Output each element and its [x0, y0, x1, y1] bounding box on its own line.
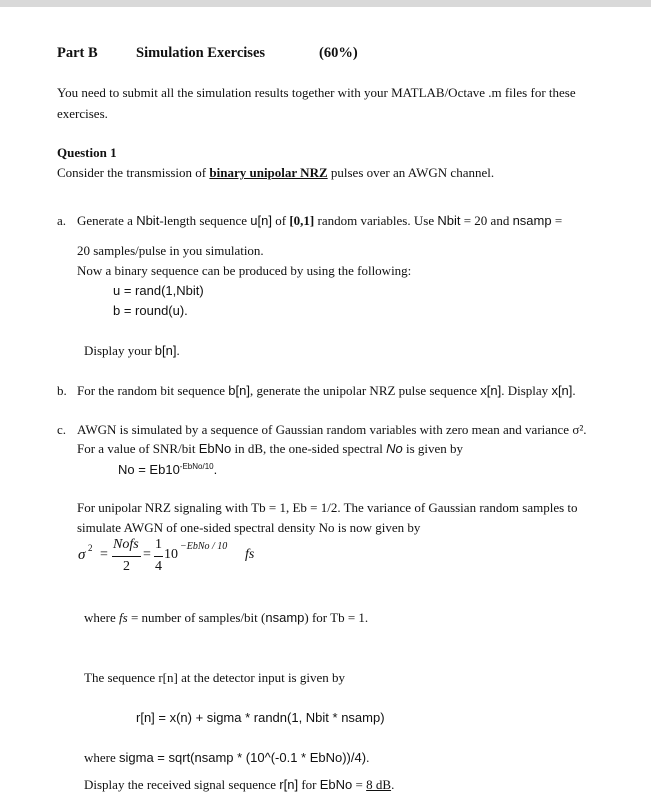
- part-a-range: [0,1]: [289, 213, 315, 228]
- part-b-var: b[n]: [228, 383, 250, 398]
- eq-ten: 10: [164, 547, 178, 562]
- part-c-text: in dB, the one-sided spectral: [231, 441, 387, 456]
- part-a-text: =: [551, 213, 563, 228]
- eq-fraction-bar-2: [154, 556, 163, 557]
- display-received-text: for: [298, 777, 320, 792]
- section-weight: (60%): [319, 45, 358, 61]
- where-fs-line: [84, 610, 368, 626]
- question-lead-emphasis: binary unipolar NRZ: [209, 165, 328, 180]
- part-a-display-var: b[n]: [154, 343, 177, 358]
- part-label: Part B: [57, 45, 98, 61]
- part-c-text: is given by: [402, 441, 464, 456]
- part-c-var-no: No: [386, 441, 403, 456]
- part-a-marker: a.: [57, 213, 67, 228]
- eq-sigma-squared: 2: [88, 543, 93, 553]
- display-received-var: r[n]: [279, 777, 299, 792]
- question-heading: Question 1: [57, 145, 117, 160]
- part-c-marker: c.: [57, 422, 67, 437]
- display-received-end: .: [391, 777, 395, 792]
- detector-line: The sequence r[n] at the detector input is given by: [84, 670, 345, 685]
- part-a-var-nsamp: nsamp: [512, 213, 552, 228]
- question-lead-tail: pulses over an AWGN channel.: [327, 165, 495, 180]
- eq-fs: fs: [245, 547, 255, 562]
- part-a-text: of: [271, 213, 290, 228]
- eq-numerator-2: 1: [155, 537, 162, 552]
- equation-no: [118, 462, 217, 477]
- eq-equals-2: =: [143, 547, 151, 562]
- part-b-var: x[n]: [551, 383, 573, 398]
- part-a-display: [84, 343, 180, 359]
- question-lead: [57, 165, 494, 181]
- part-c-para2-line-2: simulate AWGN of one-sided spectral density No is now given by: [77, 520, 421, 535]
- top-border: [0, 0, 651, 7]
- code-line-round: b = round(u).: [113, 303, 188, 318]
- part-b-text: , generate the unipolar NRZ pulse sequence: [249, 383, 481, 398]
- part-b-text: .: [572, 383, 576, 398]
- part-c-text: For a value of SNR/bit: [77, 441, 199, 456]
- eq-fraction-bar-1: [112, 556, 141, 557]
- where-fs-text: ) for Tb = 1.: [304, 610, 369, 625]
- code-line-rand: u = rand(1,Nbit): [113, 283, 204, 298]
- eq-denominator-2: 4: [155, 559, 162, 574]
- part-a-line-1: [77, 213, 562, 229]
- intro-line-2: exercises.: [57, 106, 108, 121]
- intro-line-1: You need to submit all the simulation results together with your MATLAB/Octave .m files for these: [57, 85, 576, 100]
- part-c-line-2: [77, 441, 463, 457]
- where-fs-text: where: [84, 610, 120, 625]
- where-sigma-end: .: [366, 750, 370, 765]
- display-received-text: Display the received signal sequence: [84, 777, 280, 792]
- code-line-rn: r[n] = x(n) + sigma * randn(1, Nbit * nsamp): [136, 710, 385, 725]
- part-a-display-text: Display your: [84, 343, 155, 358]
- display-received-text: =: [352, 777, 367, 792]
- part-a-text: = 20 and: [460, 213, 513, 228]
- part-c-para2-line-1: For unipolar NRZ signaling with Tb = 1, Eb = 1/2. The variance of Gaussian random samples to: [77, 500, 578, 515]
- part-a-text: -length sequence: [159, 213, 251, 228]
- part-a-var-nbit: Nbit: [437, 213, 461, 228]
- eq-denominator-1: 2: [123, 559, 130, 574]
- where-sigma-line: [84, 750, 369, 766]
- part-a-var-un: u[n]: [250, 213, 272, 228]
- where-fs-nsamp: nsamp: [265, 610, 305, 625]
- eq-equals-1: =: [100, 547, 108, 562]
- part-b-line: [77, 383, 576, 399]
- eq-exponent: −EbNo / 10: [180, 541, 228, 552]
- part-a-line-3: Now a binary sequence can be produced by using the following:: [77, 263, 412, 278]
- equation-no-exponent: -EbNo/10: [179, 462, 214, 471]
- part-b-text: For the random bit sequence: [77, 383, 229, 398]
- part-b-marker: b.: [57, 383, 67, 398]
- part-c-line-1: AWGN is simulated by a sequence of Gaussian random variables with zero mean and variance σ².: [77, 422, 587, 437]
- part-a-line-2: 20 samples/pulse in you simulation.: [77, 243, 264, 258]
- part-a-display-end: .: [176, 343, 180, 358]
- eq-numerator-1: Nofs: [113, 537, 139, 552]
- part-b-text: . Display: [501, 383, 552, 398]
- part-b-var: x[n]: [480, 383, 502, 398]
- part-c-var-ebno: EbNo: [198, 441, 232, 456]
- where-sigma-text: where: [84, 750, 120, 765]
- equation-no-lhs: No = Eb10: [118, 462, 180, 477]
- equation-no-end: .: [213, 462, 218, 477]
- display-received-ebno: EbNo: [319, 777, 353, 792]
- display-received-value: 8 dB: [366, 777, 392, 792]
- where-sigma-code: sigma = sqrt(nsamp * (10^(-0.1 * EbNo))/4): [119, 750, 367, 765]
- part-a-var-nbit: Nbit: [136, 213, 160, 228]
- part-a-text: Generate a: [77, 213, 137, 228]
- part-a-text: random variables. Use: [314, 213, 438, 228]
- where-fs-text: = number of samples/bit (: [127, 610, 266, 625]
- display-received-line: [84, 777, 394, 793]
- section-title: Simulation Exercises: [136, 45, 266, 61]
- eq-sigma: σ: [78, 547, 86, 563]
- question-lead-text: Consider the transmission of: [57, 165, 210, 180]
- where-fs-var: fs: [119, 610, 128, 625]
